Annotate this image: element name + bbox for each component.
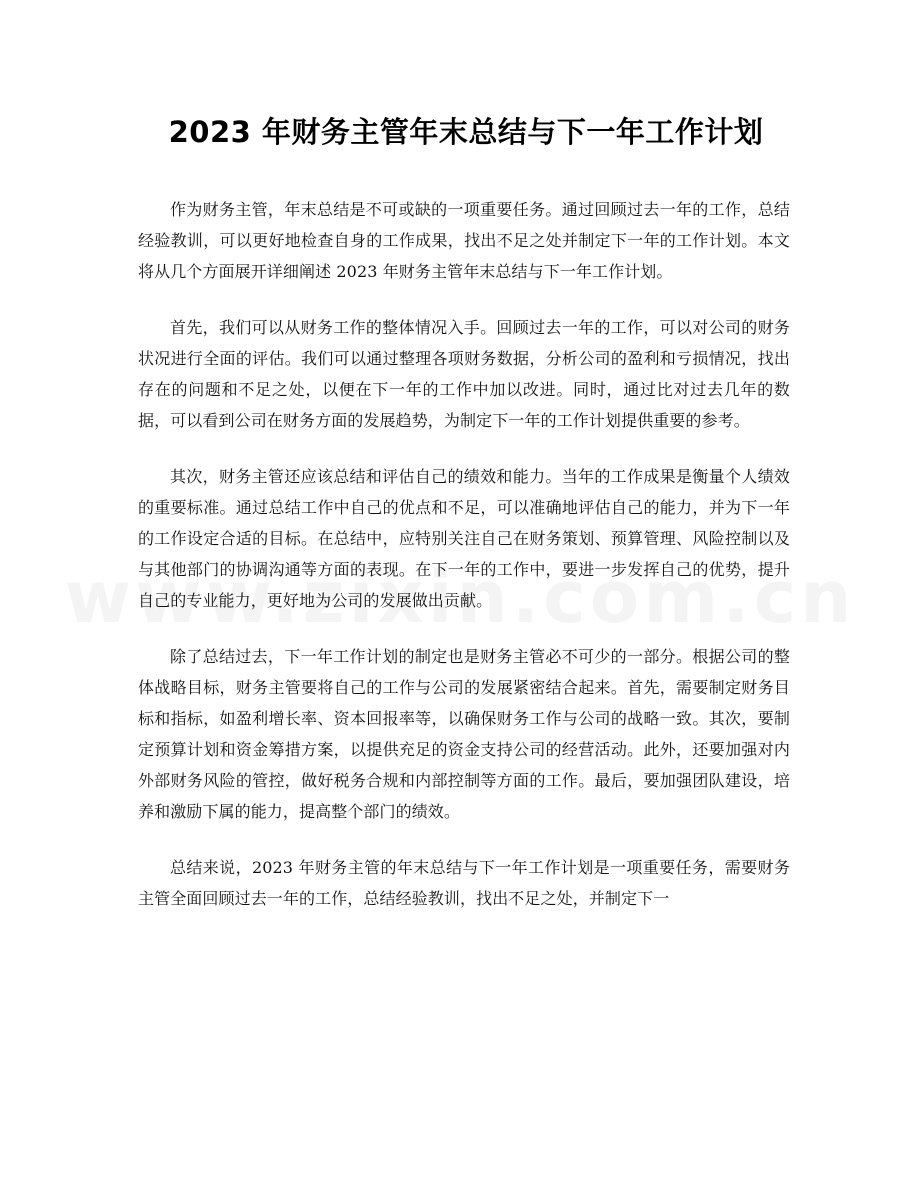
document-title: 2023 年财务主管年末总结与下一年工作计划 [168, 115, 764, 149]
paragraph-next-year-plan: 除了总结过去，下一年工作计划的制定也是财务主管必不可少的一部分。根据公司的整体战略目标，财务主管要将自己的工作与公司的发展紧密结合起来。首先，需要制定财务目标和指标，如盈利增长率、资本回报率等，以确保财务工作与公司的战略一致。其次，要制定预算计划和资金筹措方案，以提供充足的资金支持公司的经营活动。此外，还要加强对内外部财务风险的管控，做好税务合规和内部控制等方面的工作。最后，要加强团队建设，培养和激励下属的能力，提高整个部门的绩效。 [138, 647, 790, 821]
paragraph-intro: 作为财务主管，年末总结是不可或缺的一项重要任务。通过回顾过去一年的工作，总结经验教训，可以更好地检查自身的工作成果，找出不足之处并制定下一年的工作计划。本文将从几个方面展开详细阐述 2023 年财务主管年末总结与下一年工作计划。 [138, 200, 790, 281]
document-body [138, 194, 790, 914]
paragraph-overall-finance: 首先，我们可以从财务工作的整体情况入手。回顾过去一年的工作，可以对公司的财务状况进行全面的评估。我们可以通过整理各项财务数据，分析公司的盈利和亏损情况，找出存在的问题和不足之处，以便在下一年的工作中加以改进。同时，通过比对过去几年的数据，可以看到公司在财务方面的发展趋势，为制定下一年的工作计划提供重要的参考。 [138, 318, 790, 430]
paragraph-self-evaluation: 其次，财务主管还应该总结和评估自己的绩效和能力。当年的工作成果是衡量个人绩效的重要标准。通过总结工作中自己的优点和不足，可以准确地评估自己的能力，并为下一年的工作设定合适的目标。在总结中，应特别关注自己在财务策划、预算管理、风险控制以及与其他部门的协调沟通等方面的表现。在下一年的工作中，要进一步发挥自己的优势，提升自己的专业能力，更好地为公司的发展做出贡献。 [138, 467, 790, 610]
paragraph-conclusion: 总结来说，2023 年财务主管的年末总结与下一年工作计划是一项重要任务，需要财务主管全面回顾过去一年的工作，总结经验教训，找出不足之处，并制定下一 [138, 858, 790, 908]
